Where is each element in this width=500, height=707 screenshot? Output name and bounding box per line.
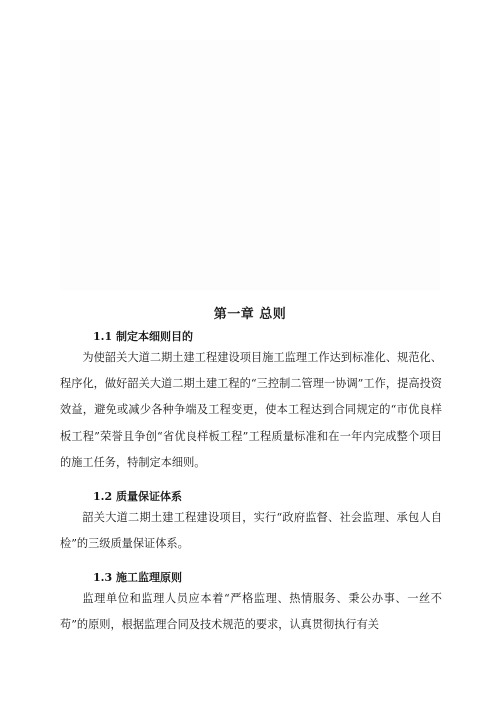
section-paragraph-1-2: 韶关大道二期土建工程建设项目，实行“政府监督、社会监理、承包人自检”的三级质量保证体系。: [60, 511, 442, 551]
section-paragraph-1-1: 为使韶关大道二期土建工程建设项目施工监理工作达到标准化、规范化、程序化，做好韶关大道二期土建工程的“三控制二管理一协调”工作，提高投资效益，避免或减少各种争端及工程变更，使本工程达到合同规定的“市优良样板工程”荣誉且争创“省优良样板工程”工程质量标准和在一年内完成整个项目的施工任务，特制定本细则。: [60, 351, 442, 469]
section-heading-1-2: 1.2 质量保证体系: [93, 490, 182, 503]
blank-image-area: [60, 40, 440, 290]
chapter-title: 第一章 总则: [213, 307, 287, 322]
section-paragraph-1-3: 监理单位和监理人员应本着“严格监理、热情服务、秉公办事、一丝不苟”的原则，根据监理合同及技术规范的要求，认真贯彻执行有关: [60, 592, 442, 632]
section-heading-1-1: 1.1 制定本细则目的: [93, 330, 193, 343]
section-heading-1-3: 1.3 施工监理原则: [93, 571, 182, 584]
